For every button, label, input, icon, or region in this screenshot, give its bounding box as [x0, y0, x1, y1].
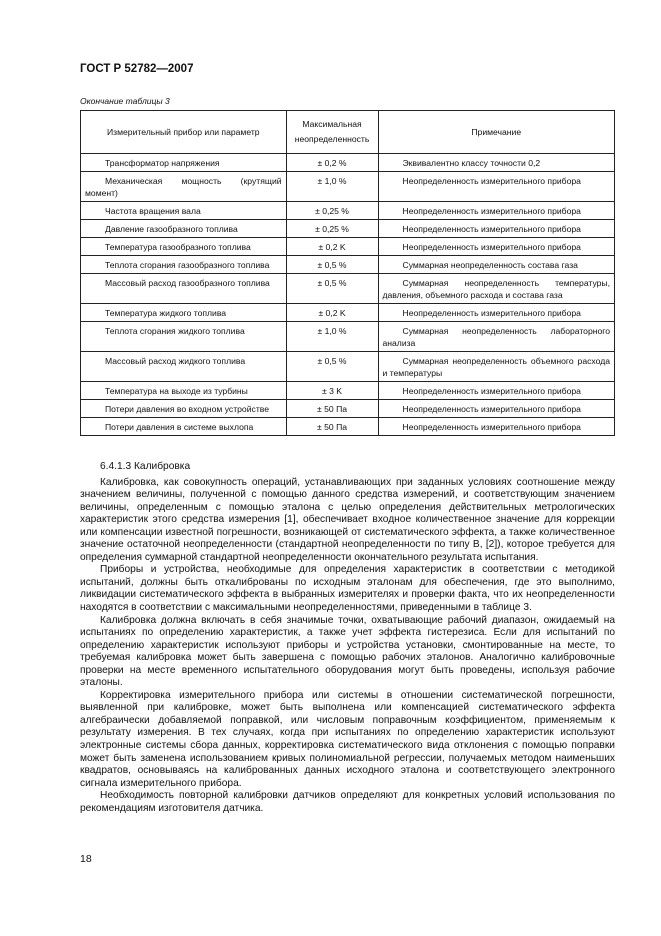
paragraph: Корректировка измерительного прибора или системы в отношении систематической погрешности, выявленной при калибровке, может быть выполнена или компенсацией систематического эффекта алгебраически добавляемой поправкой, или числовым поправочным коэффициентом, применяемым к результату измерения. В тех случаях, когда при испытаниях по определению характеристик используют электронные системы сбора данных, корректировка систематического вида отклонения с помощью поправки может быть заменена использованием кривых полиномиальной регрессии, получаемых методом наименьших квадратов, основываясь на калиброванных данных исходного эталона и соответствующего электронного сигнала измерительного прибора.	[80, 689, 615, 789]
note-cell: Суммарная неопределенность состава газа	[378, 256, 615, 274]
table-row	[81, 382, 615, 400]
value-cell: ± 0,2 K	[286, 304, 378, 322]
table-row	[81, 400, 615, 418]
value-cell: ± 50 Па	[286, 400, 378, 418]
table-row	[81, 256, 615, 274]
param-cell: Механическая мощность (крутящий момент)	[81, 172, 287, 202]
param-cell: Массовый расход жидкого топлива	[81, 352, 287, 382]
value-cell: ± 0,2 %	[286, 154, 378, 172]
document-code: ГОСТ Р 52782—2007	[80, 63, 194, 75]
note-cell: Неопределенность измерительного прибора	[378, 382, 615, 400]
value-cell: ± 0,5 %	[286, 274, 378, 304]
uncertainty-table	[80, 110, 615, 436]
note-cell: Неопределенность измерительного прибора	[378, 172, 615, 202]
paragraph: Необходимость повторной калибровки датчиков определяют для конкретных условий использования по рекомендациям изготовителя датчика.	[80, 790, 615, 814]
value-cell: ± 0,25 %	[286, 202, 378, 220]
value-cell: ± 0,2 K	[286, 238, 378, 256]
value-cell: ± 0,25 %	[286, 220, 378, 238]
table-row	[81, 274, 615, 304]
table-row	[81, 304, 615, 322]
table-row	[81, 154, 615, 172]
table-row	[81, 172, 615, 202]
param-cell: Температура на выходе из турбины	[81, 382, 287, 400]
note-cell: Суммарная неопределенность объемного расхода и температуры	[378, 352, 615, 382]
table-row	[81, 220, 615, 238]
param-cell: Теплота сгорания жидкого топлива	[81, 322, 287, 352]
param-cell: Потери давления во входном устройстве	[81, 400, 287, 418]
paragraph: Калибровка должна включать в себя значимые точки, охватывающие рабочий диапазон, ожидаемый на испытаниях по определению характеристик, а также учет эффекта гистерезиса. Если для испытаний по определению характеристик используют приборы и устройства установки, смонтированные на месте, то требуемая калибровка может быть завершена с помощью рабочих эталонов. Аналогично калибровочные проверки на месте временного испытательного оборудования могут быть проведены, используя рабочие эталоны.	[80, 614, 615, 689]
table-caption: Окончание таблицы 3	[80, 96, 170, 106]
value-cell: ± 3 K	[286, 382, 378, 400]
param-cell: Температура газообразного топлива	[81, 238, 287, 256]
param-cell: Частота вращения вала	[81, 202, 287, 220]
note-cell: Неопределенность измерительного прибора	[378, 400, 615, 418]
table-header-row	[81, 111, 615, 154]
note-cell: Неопределенность измерительного прибора	[378, 202, 615, 220]
note-cell: Неопределенность измерительного прибора	[378, 238, 615, 256]
value-cell: ± 0,5 %	[286, 256, 378, 274]
column-header-parameter: Измерительный прибор или параметр	[81, 111, 287, 154]
param-cell: Трансформатор напряжения	[81, 154, 287, 172]
calibration-section	[80, 461, 615, 815]
table-row	[81, 238, 615, 256]
value-cell: ± 50 Па	[286, 418, 378, 436]
note-cell: Суммарная неопределенность температуры, давления, объемного расхода и состава газа	[378, 274, 615, 304]
value-cell: ± 1,0 %	[286, 322, 378, 352]
param-cell: Теплота сгорания газообразного топлива	[81, 256, 287, 274]
table-body	[81, 154, 615, 436]
paragraph: Приборы и устройства, необходимые для определения характеристик в соответствии с методикой испытаний, должны быть откалиброваны по исходным эталонам для обеспечения, где это выполнимо, ликвидации систематического эффекта в выбранных измерителях и проверки факта, что их неопределенности находятся в соответствии с максимальными неопределенностями, приведенными в таблице 3.	[80, 564, 615, 614]
column-header-uncertainty: Максимальная неопределенность	[286, 111, 378, 154]
table-row	[81, 352, 615, 382]
value-cell: ± 0,5 %	[286, 352, 378, 382]
page-number: 18	[80, 853, 92, 865]
table-row	[81, 322, 615, 352]
param-cell: Давление газообразного топлива	[81, 220, 287, 238]
note-cell: Суммарная неопределенность лабораторного анализа	[378, 322, 615, 352]
section-heading: 6.4.1.3 Калибровка	[100, 461, 191, 472]
note-cell: Эквивалентно классу точности 0,2	[378, 154, 615, 172]
note-cell: Неопределенность измерительного прибора	[378, 418, 615, 436]
param-cell: Потери давления в системе выхлопа	[81, 418, 287, 436]
param-cell: Массовый расход газообразного топлива	[81, 274, 287, 304]
table-row	[81, 202, 615, 220]
param-cell: Температура жидкого топлива	[81, 304, 287, 322]
note-cell: Неопределенность измерительного прибора	[378, 304, 615, 322]
column-header-note: Примечание	[378, 111, 615, 154]
value-cell: ± 1,0 %	[286, 172, 378, 202]
paragraph: Калибровка, как совокупность операций, устанавливающих при заданных условиях соотношение между значением величины, полученной с помощью данного средства измерений, и соответствующим значением величины, определенным с помощью эталона с целью определения действительных метрологических характеристик этого средства измерения [1], обеспечивает входное количественное значение для коррекции или компенсации известной погрешности, возникающей от систематического эффекта, а также количественное значение остаточной неопределенности (стандартной неопределенности по типу В, [2]), которое требуется для определения суммарной стандартной неопределенности окончательного результата испытания.	[80, 476, 615, 563]
note-cell: Неопределенность измерительного прибора	[378, 220, 615, 238]
table-row	[81, 418, 615, 436]
